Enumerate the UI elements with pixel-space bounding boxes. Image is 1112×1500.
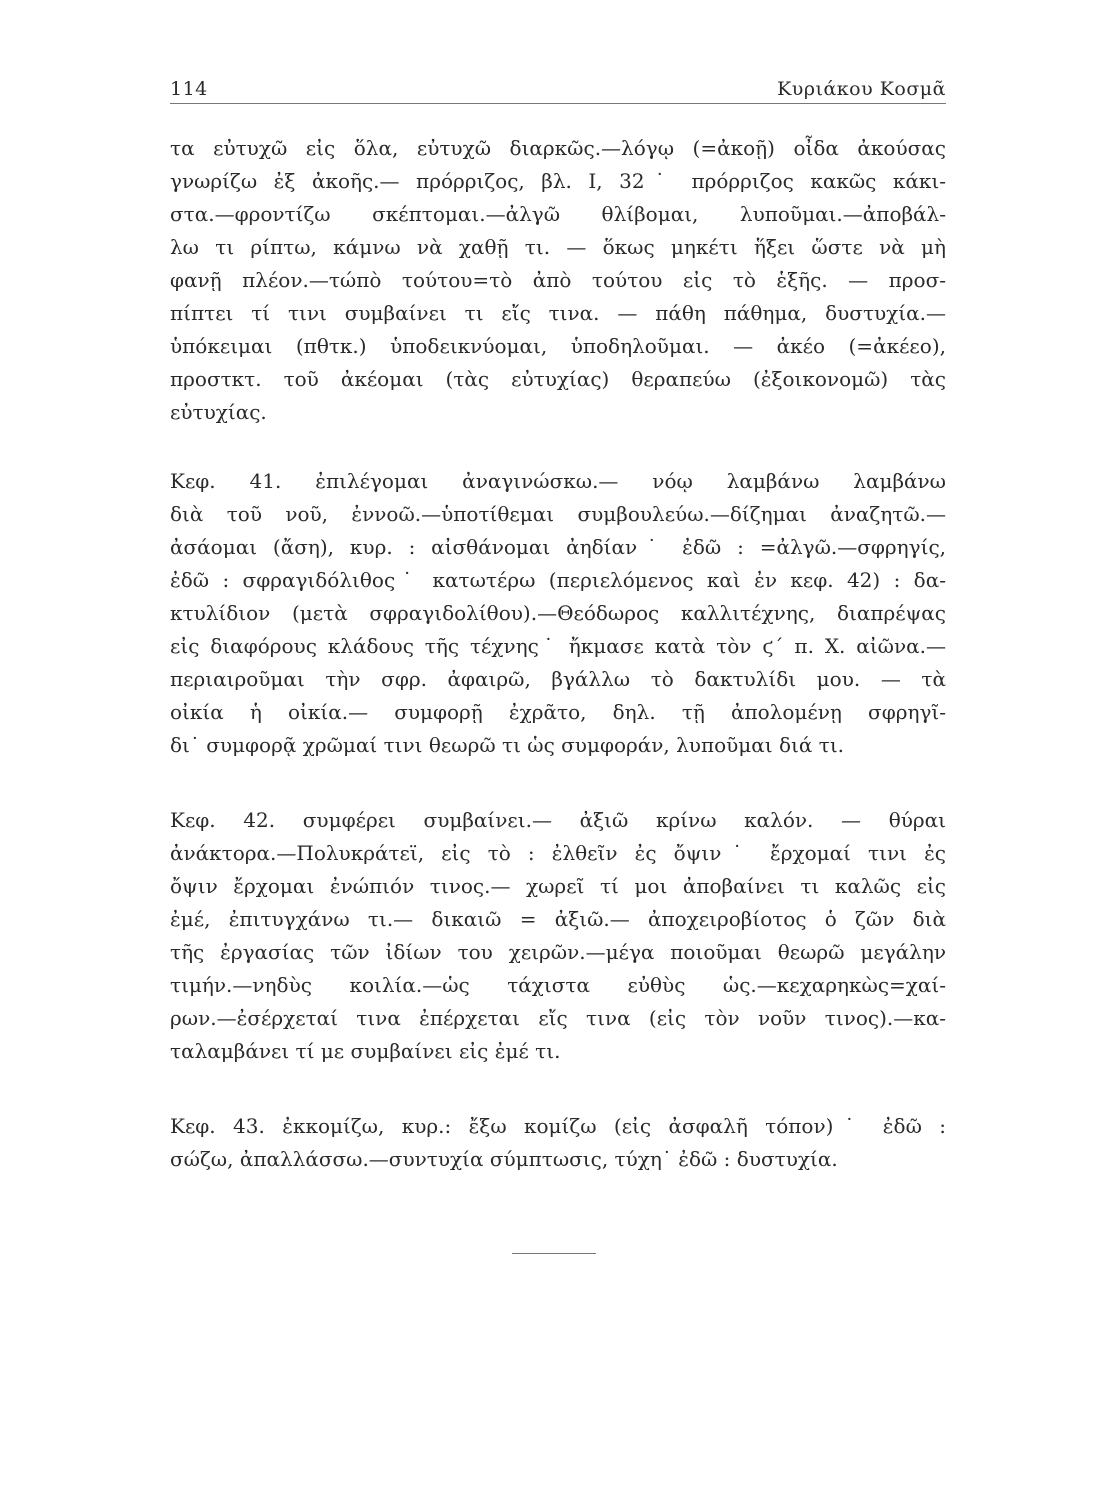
text-line: Κεφ. 42. συμφέρει συμβαίνει.— ἀξιῶ κρίνω καλόν. — θύραι bbox=[170, 808, 946, 832]
text-line: ἐμέ, ἐπιτυγχάνω τι.— δικαιῶ = ἀξιῶ.— ἀποχειροβίοτος ὁ ζῶν διὰ bbox=[170, 907, 946, 931]
text-line: ρων.—ἐσέρχεταί τινα ἐπέρχεται εἴς τινα (εἰς τὸν νοῦν τινος).—κα- bbox=[170, 1006, 946, 1030]
text-line: ὄψιν ἔρχομαι ἐνώπιόν τινος.— χωρεῖ τί μοι ἀποβαίνει τι καλῶς εἰς bbox=[170, 874, 946, 898]
running-head: Κυριάκου Κοσμᾶ bbox=[777, 78, 946, 100]
text-line: φανῇ πλέον.—τώπὸ τούτου=τὸ ἀπὸ τούτου εἰς τὸ ἑξῆς. — προσ- bbox=[170, 268, 946, 292]
text-line: στα.—φροντίζω σκέπτομαι.—ἀλγῶ θλίβομαι, λυποῦμαι.—ἀποβάλ- bbox=[170, 202, 946, 226]
paragraph-chapter-41 bbox=[170, 465, 946, 762]
text-line: τῆς ἐργασίας τῶν ἰδίων του χειρῶν.—μέγα ποιοῦμαι θεωρῶ μεγάλην bbox=[170, 940, 946, 964]
text-line: εὐτυχίας. bbox=[170, 400, 267, 424]
text-line: δι˙ συμφορᾷ χρῶμαί τινι θεωρῶ τι ὡς συμφοράν, λυποῦμαι διά τι. bbox=[170, 733, 845, 757]
text-line: ὑπόκειμαι (πθτκ.) ὑποδεικνύομαι, ὑποδηλοῦμαι. — ἀκέο (=ἀκέεο), bbox=[170, 334, 946, 358]
text-line: οἰκία ἡ οἰκία.— συμφορῇ ἐχρᾶτο, δηλ. τῇ ἀπολομένῃ σφρηγῖ- bbox=[170, 700, 946, 724]
paragraph-chapter-43 bbox=[170, 1110, 946, 1176]
end-rule bbox=[512, 1253, 596, 1254]
text-line: πίπτει τί τινι συμβαίνει τι εἴς τινα. — πάθη πάθημα, δυστυχία.— bbox=[170, 301, 946, 325]
text-line: κτυλίδιον (μετὰ σφραγιδολίθου).—Θεόδωρος καλλιτέχνης, διαπρέψας bbox=[170, 601, 946, 625]
text-line: τιμήν.—νηδὺς κοιλία.—ὡς τάχιστα εὐθὺς ὡς.—κεχαρηκὼς=χαί- bbox=[170, 973, 946, 997]
text-line: λω τι ρίπτω, κάμνω νὰ χαθῇ τι. — ὅκως μηκέτι ἥξει ὥστε νὰ μὴ bbox=[170, 235, 946, 259]
text-line: γνωρίζω ἐξ ἀκοῆς.— πρόρριζος, βλ. Ι, 32˙ πρόρριζος κακῶς κάκι- bbox=[170, 169, 946, 193]
paragraph-continuation bbox=[170, 132, 946, 429]
paragraph-chapter-42 bbox=[170, 804, 946, 1068]
text-line: ἀσάομαι (ἄση), κυρ. : αἰσθάνομαι ἀηδίαν˙ ἐδῶ : =ἀλγῶ.—σφρηγίς, bbox=[170, 535, 946, 559]
text-line: ἀνάκτορα.—Πολυκράτεϊ, εἰς τὸ : ἐλθεῖν ἐς ὄψιν˙ ἔρχομαί τινι ἐς bbox=[170, 841, 946, 865]
text-line: προστκτ. τοῦ ἀκέομαι (τὰς εὐτυχίας) θεραπεύω (ἐξοικονομῶ) τὰς bbox=[170, 367, 946, 391]
text-line: ἐδῶ : σφραγιδόλιθος˙ κατωτέρω (περιελόμενος καὶ ἐν κεφ. 42) : δα- bbox=[170, 568, 946, 592]
header-rule bbox=[170, 103, 946, 104]
page-header bbox=[170, 72, 946, 104]
text-line: εἰς διαφόρους κλάδους τῆς τέχνης˙ ἤκμασε κατὰ τὸν ϛ΄ π. Χ. αἰῶνα.— bbox=[170, 634, 946, 658]
page-number: 114 bbox=[170, 78, 208, 100]
text-line: σώζω, ἀπαλλάσσω.—συντυχία σύμπτωσις, τύχη˙ ἐδῶ : δυστυχία. bbox=[170, 1147, 838, 1171]
page-body bbox=[170, 132, 946, 1176]
text-line: Κεφ. 43. ἐκκομίζω, κυρ.: ἔξω κομίζω (εἰς ἀσφαλῆ τόπον)˙ ἐδῶ : bbox=[170, 1114, 946, 1138]
text-line: Κεφ. 41. ἐπιλέγομαι ἀναγινώσκω.— νόῳ λαμβάνω λαμβάνω bbox=[170, 469, 946, 493]
text-line: περιαιροῦμαι τὴν σφρ. ἀφαιρῶ, βγάλλω τὸ δακτυλίδι μου. — τὰ bbox=[170, 667, 946, 691]
text-line: ταλαμβάνει τί με συμβαίνει εἰς ἐμέ τι. bbox=[170, 1039, 561, 1063]
text-line: διὰ τοῦ νοῦ, ἐννοῶ.—ὑποτίθεμαι συμβουλεύω.—δίζημαι ἀναζητῶ.— bbox=[170, 502, 946, 526]
text-line: τα εὐτυχῶ εἰς ὅλα, εὐτυχῶ διαρκῶς.—λόγῳ (=ἀκοῇ) οἶδα ἀκούσας bbox=[170, 136, 946, 160]
